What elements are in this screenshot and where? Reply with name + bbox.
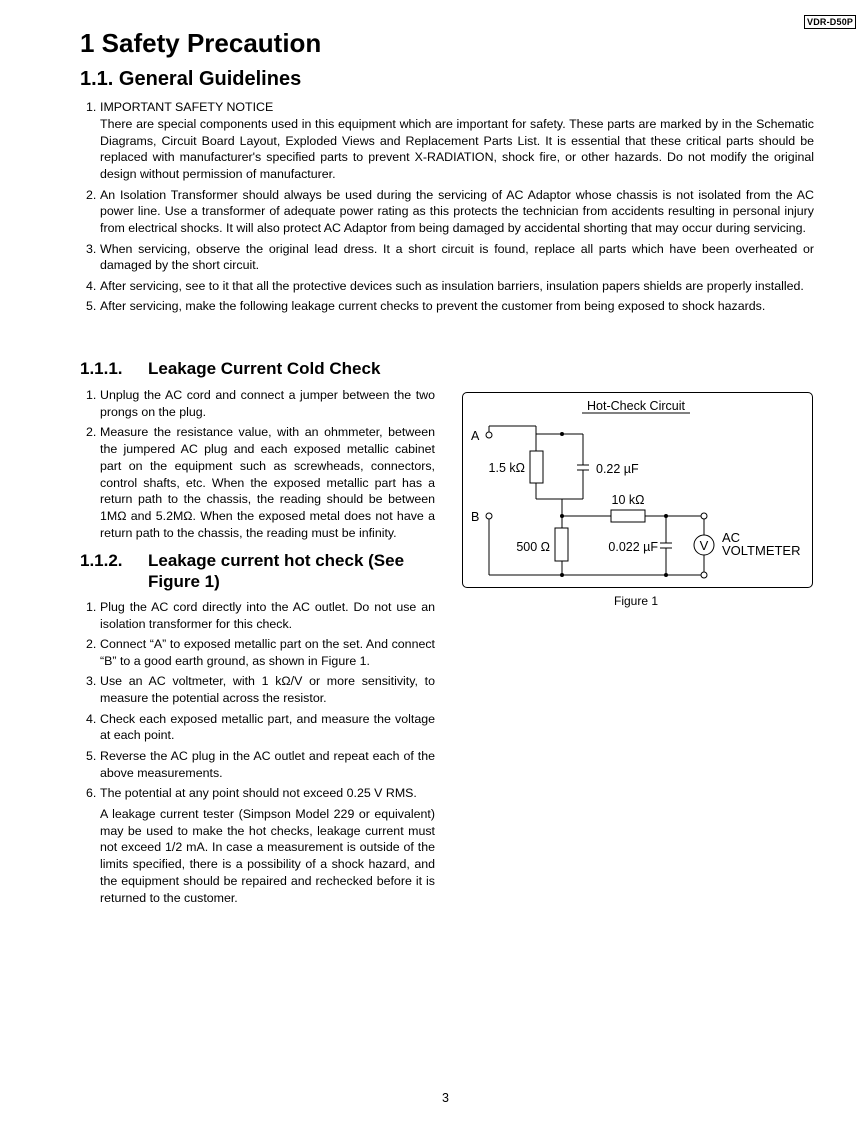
- circuit-title: Hot-Check Circuit: [587, 399, 685, 413]
- hot-check-circuit-figure: [462, 392, 813, 588]
- voltmeter-symbol-label: V: [699, 538, 709, 553]
- label-c1: 0.22 µF: [596, 462, 639, 476]
- terminal-b: [486, 513, 492, 519]
- list-item: 2. An Isolation Transformer should always be used during the servicing of AC Adaptor whose chassis is not isolated from the AC power line. Use a transformer of adequate power rating as this protects the technician from accidents resulting in personal injury from electrical shocks. It will also protect AC Adaptor from being damaged by accidental shorting that may occur during servicing.: [86, 187, 814, 236]
- general-guidelines-heading: 1.1. General Guidelines: [80, 68, 302, 90]
- label-c2: 0.022 µF: [608, 540, 658, 554]
- list-item: 2. Connect “A” to exposed metallic part on the set. And connect “B” to a good earth ground, as shown in Figure 1.: [86, 637, 435, 668]
- list-item: 2. Measure the resistance value, with an ohmmeter, between the jumpered AC plug and each exposed metallic cabinet part on the equipment such as screwheads, connectors, control shafts, etc. When the exposed metallic part has a return path to the chassis, the reading should be between 1MΩ and 5.2MΩ. When the exposed metal does not have a return path to the chassis, the reading must be infinity.: [86, 425, 435, 540]
- resistor-1-5k: [530, 451, 543, 483]
- list-item: 5. Reverse the AC plug in the AC outlet and repeat each of the above measurements.: [86, 748, 435, 780]
- general-guidelines-list: [80, 99, 814, 319]
- section-title: 1 Safety Precaution: [80, 28, 322, 58]
- label-r2: 10 kΩ: [611, 493, 645, 507]
- terminal-a: [486, 432, 492, 438]
- list-item: 1. IMPORTANT SAFETY NOTICE: [86, 100, 274, 114]
- list-item: 6. The potential at any point should not exceed 0.25 V RMS. A leakage current tester (Simpson Model 229 or equivalent) may be used to make the hot checks, leakage current must not exceed 1/2 mA. In case a measurement is outside of the limits specified, there is a possibility of a shock hazard, and the equipment should be repaired and rechecked before it is returned to the customer.: [86, 785, 435, 905]
- list-item: There are special components used in this equipment which are important for safety. These parts are marked by in the Schematic Diagrams, Circuit Board Layout, Exploded Views and Replacement Parts List. It is essential that these critical parts should be replaced with manufacturer's specified parts to prevent X-RADIATION, shock fire, or other hazards. Do not modify the original design without permission of manufacturer.: [100, 116, 814, 182]
- junction-dot: [560, 432, 564, 436]
- resistor-500: [555, 528, 568, 561]
- list-item: 1. Plug the AC cord directly into the AC outlet. Do not use an isolation transformer for this check.: [86, 600, 435, 631]
- label-meter-line2: VOLTMETER: [722, 543, 801, 558]
- junction-dot: [664, 573, 668, 577]
- label-r1: 1.5 kΩ: [488, 461, 525, 475]
- label-r3: 500 Ω: [516, 540, 550, 554]
- label-meter-line1: AC: [722, 530, 741, 545]
- list-item: 3. When servicing, observe the original lead dress. It a short circuit is found, replace all parts which have been overheated or damaged by the short circuit.: [86, 241, 814, 273]
- label-point-b: B: [471, 510, 480, 524]
- hot-check-list: [80, 599, 435, 910]
- meter-terminal: [701, 513, 707, 519]
- list-item: 3. Use an AC voltmeter, with 1 kΩ/V or more sensitivity, to measure the potential across the resistor.: [86, 674, 435, 706]
- page-number: 3: [442, 1091, 449, 1105]
- cold-check-heading: 1.1.1. Leakage Current Cold Check: [80, 359, 381, 378]
- hot-check-heading: 1.1.2. Leakage current hot check (See Figure 1): [80, 551, 405, 591]
- meter-terminal: [701, 572, 707, 578]
- cold-check-list: [80, 387, 435, 545]
- list-item: 4. After servicing, see to it that all the protective devices such as insulation barriers, insulation papers shields are properly installed.: [86, 278, 804, 293]
- model-number-tag: VDR-D50P: [804, 15, 856, 29]
- hot-check-circuit-diagram: [463, 393, 812, 587]
- junction-dot: [560, 573, 564, 577]
- list-item: 4. Check each exposed metallic part, and measure the voltage at each point.: [86, 711, 435, 743]
- list-item: 5. After servicing, make the following leakage current checks to prevent the customer from being exposed to shock hazards.: [86, 299, 766, 314]
- resistor-10k: [611, 510, 645, 522]
- list-item: 1. Unplug the AC cord and connect a jumper between the two prongs on the plug.: [86, 388, 435, 419]
- figure-caption: Figure 1: [614, 594, 659, 608]
- label-point-a: A: [471, 429, 480, 443]
